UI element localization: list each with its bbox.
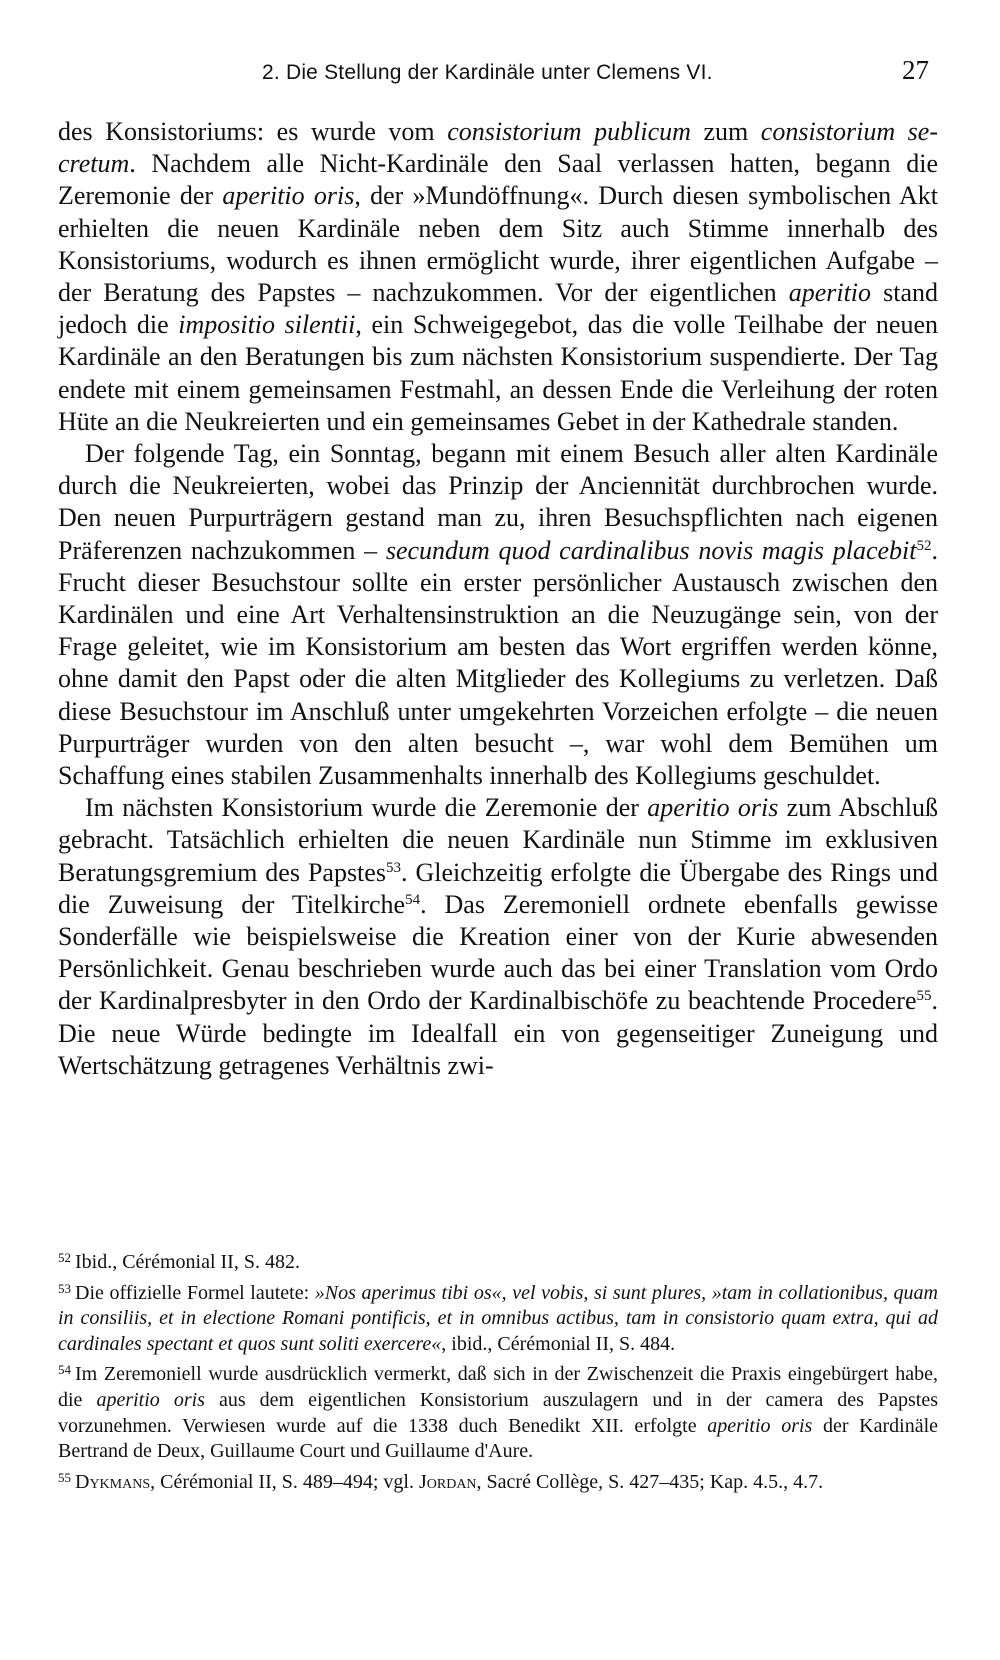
italic-text: aperitio oris: [647, 793, 779, 823]
text-run: Der folgende Tag, ein Sonntag, begann mit einem Besuch aller alten Kardinäle durch die Neukreierten, wobei das Prinzip der Anciennität durchbrochen wurde. Den neuen Purpurträgern gestand man zu, ihren Besuchspflichten nach eigenen Präferenzen nachzukommen –: [58, 439, 938, 565]
paragraph: [58, 792, 938, 1082]
text-run: stand jedoch die: [58, 278, 938, 340]
footnote: [58, 1465, 938, 1496]
footnote-text: [58, 1363, 938, 1462]
text-run: . Die neue Würde bedingte im Idealfall ein von gegenseitiger Zuneigung und Wertschätzung getragenes Verhältnis zwi-: [58, 986, 938, 1080]
footnote-text: [75, 1251, 300, 1273]
footnote-number: 53: [58, 1280, 71, 1296]
page-header: [0, 55, 1000, 95]
text-run: , der »Mundöffnung«. Durch diesen symbolischen Akt erhielten die neuen Kardinäle neben dem Sitz auch Stimme innerhalb des Konsistoriums, wodurch es ihnen ermöglicht wurde, ihrer eigentlichen Aufgabe – der Beratung des Papstes – nachzukommen. Vor der eigentlichen: [58, 181, 938, 308]
text-run: , Cérémonial II, S. 489–494; vgl.: [150, 1470, 419, 1493]
italic-text: secundum quod cardinalibus novis magis placebit: [385, 535, 917, 565]
text-run: . Frucht dieser Besuchstour sollte ein erster persönlicher Austausch zwischen den Kardinälen und eine Art Verhaltensinstruktion an die Neuzugänge sein, von der Frage geleitet, wie im Konsistorium am besten das Wort ergriffen werden könne, ohne damit den Papst oder die alten Mitglieder des Kollegiums zu verletzen. Daß diese Besuchstour im Anschluß unter umgekehrten Vorzeichen erfolgte – die neuen Purpurträger wurden von den alten besucht –, war wohl dem Bemühen um Schaffung eines stabilen Zusammenhalts innerhalb des Kollegiums geschuldet.: [58, 535, 938, 791]
text-run: . Gleichzeitig erfolgte die Übergabe des Rings und die Zuweisung der Titelkirche: [58, 857, 939, 919]
author-name: Jordan: [418, 1470, 477, 1493]
footnote-reference: 53: [385, 859, 401, 876]
italic-text: aperitio oris: [707, 1414, 813, 1437]
page-number: 27: [902, 55, 929, 85]
text-run: . Das Zeremoniell ordnete ebenfalls gewisse Sonderfälle wie beispielsweise die Kreation einer von der Kurie abwesenden Persönlichkeit. Genau beschrieben wurde auch das bei einer Translation vom Ordo der Kardinalpresbyter in den Ordo der Kardinalbischöfe zu beachtende Procedere: [58, 889, 938, 1016]
italic-text: consistorium secretum: [58, 117, 939, 179]
footnote-text: [75, 1471, 823, 1493]
text-run: , ibid., Cérémonial II, S. 484.: [441, 1332, 676, 1355]
text-run: zum: [690, 117, 761, 146]
text-run: des Konsistoriums: es wurde vom: [58, 117, 448, 146]
main-text: [58, 116, 938, 1082]
footnotes: [58, 1245, 938, 1495]
running-head: 2. Die Stellung der Kardinäle unter Clemens VI.: [262, 61, 713, 84]
footnote: [58, 1276, 938, 1358]
italic-text: aperitio: [788, 278, 872, 308]
footnote-reference: 55: [916, 988, 932, 1005]
text-run: , Sacré Collège, S. 427–435; Kap. 4.5., 4.7.: [476, 1470, 824, 1493]
paragraph: [58, 438, 938, 792]
footnote-text: [58, 1282, 938, 1355]
footnote-reference: 52: [916, 537, 932, 554]
text-run: , ein Schweigegebot, das die volle Teilhabe der neuen Kardinäle an den Beratungen bis zum nächsten Konsistorium suspendierte. Der Tag endete mit einem gemeinsamen Festmahl, an dessen Ende die Verleihung der roten Hüte an die Neukreierten und ein gemeinsames Gebet in der Kathedrale standen.: [58, 310, 938, 436]
text-run: zum Abschluß gebracht. Tatsächlich erhielten die neuen Kardinäle nun Stimme im exklusiven Beratungsgremium des Papstes: [58, 793, 938, 887]
text-run: der Kardinäle Bertrand de Deux, Guillaume Court und Guillaume d'Aure.: [58, 1414, 939, 1463]
footnote-number: 52: [58, 1250, 71, 1265]
italic-text: aperitio oris: [222, 181, 355, 211]
footnote-number: 55: [58, 1469, 71, 1485]
italic-text: »Nos aperimus tibi os«, vel vobis, si sunt plures, »tam in collationibus, quam in consiliis, et in electione Romani pontificis, et in omnibus actibus, tam in consistorio quam extra, qui ad cardinales spectant et quos sunt soliti exercere«: [58, 1281, 938, 1355]
footnote-reference: 54: [405, 891, 421, 908]
text-run: Ibid., Cérémonial II, S. 482.: [75, 1251, 300, 1273]
text-run: . Nachdem alle Nicht-Kardinäle den Saal verlassen hatten, begann die Zeremonie der: [58, 149, 938, 211]
italic-text: impositio silentii: [178, 310, 356, 340]
text-run: Die offizielle Formel lautete:: [75, 1281, 315, 1304]
footnote: [58, 1245, 938, 1276]
text-run: Im Zeremoniell wurde ausdrücklich vermerkt, daß sich in der Zwischenzeit die Praxis eingebürgert habe, die: [58, 1363, 938, 1411]
footnote: [58, 1357, 938, 1464]
text-run: aus dem eigentlichen Konsistorium auszulagern und in der camera des Papstes vorzunehmen. Verwiesen wurde auf die 1338 duch Benedikt XII. erfolgte: [58, 1388, 938, 1437]
text-run: Im nächsten Konsistorium wurde die Zeremonie der: [85, 793, 648, 823]
author-name: Dykmans: [75, 1470, 151, 1493]
paragraph: [58, 116, 938, 438]
italic-text: consistorium publicum: [447, 117, 691, 146]
footnote-number: 54: [58, 1362, 71, 1378]
italic-text: aperitio oris: [96, 1388, 205, 1411]
